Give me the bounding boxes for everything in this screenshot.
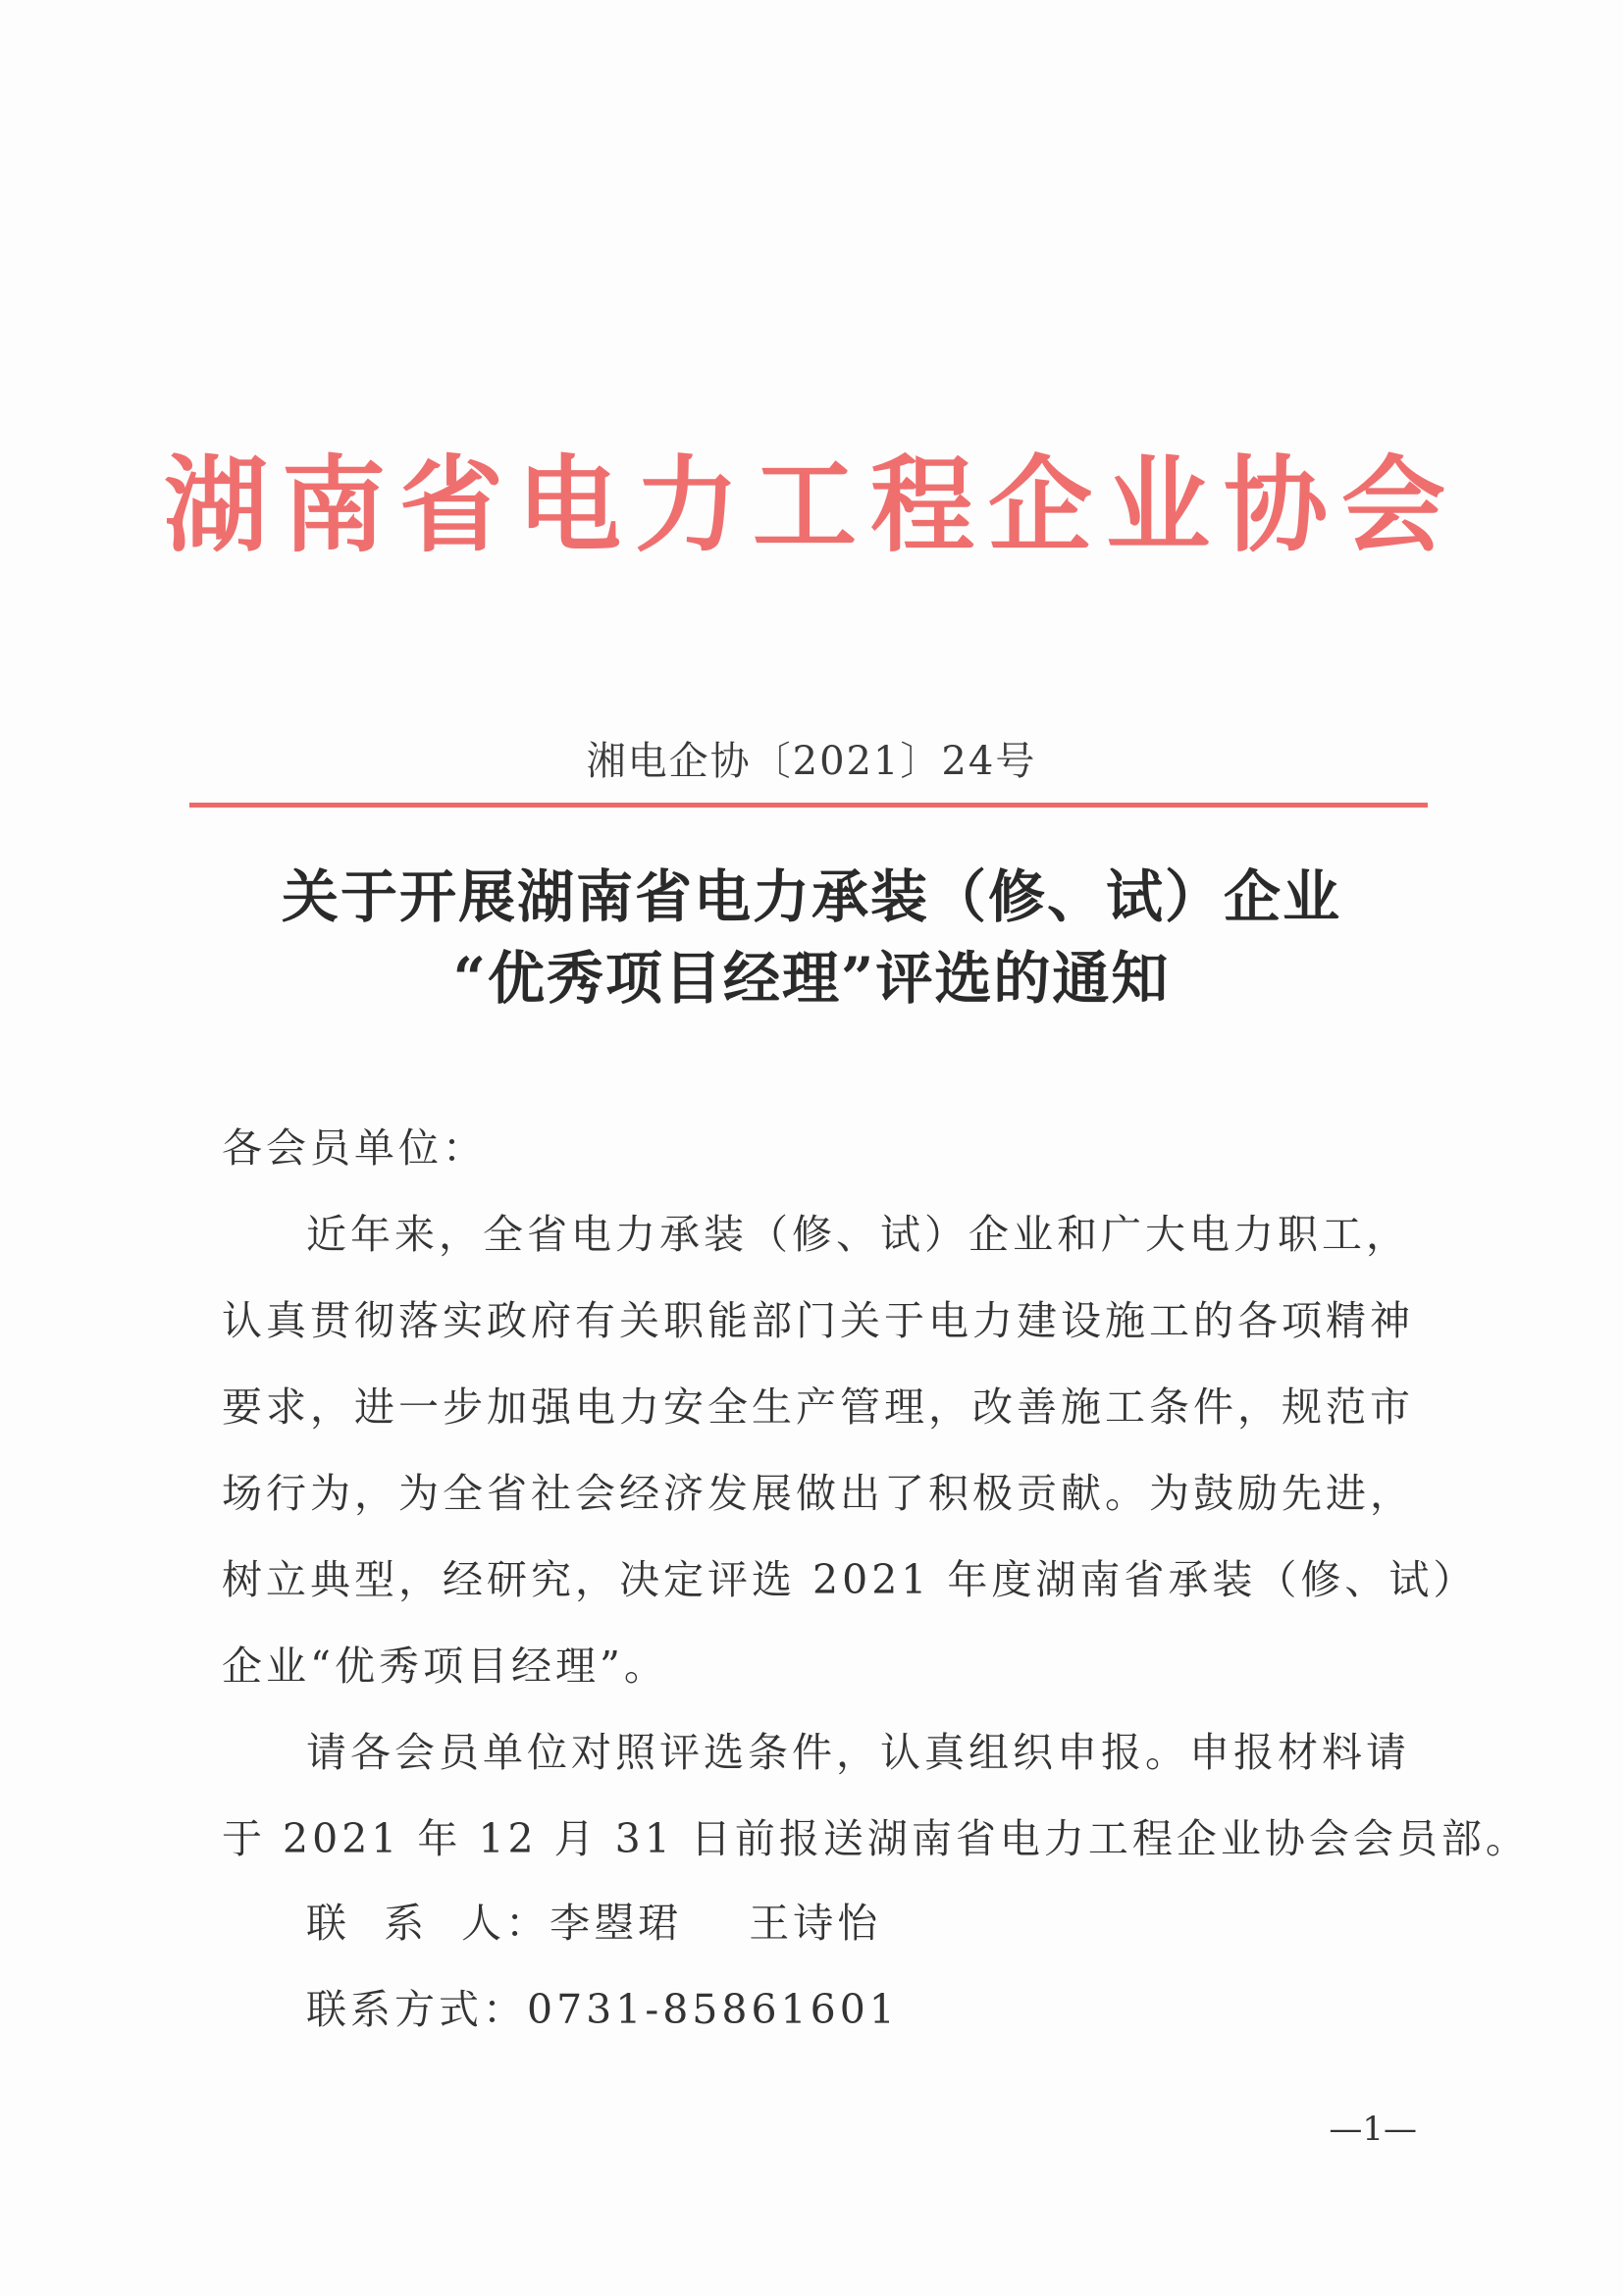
red-divider-line [189,803,1428,808]
salutation: 各会员单位： [222,1124,487,1172]
paragraph-1-line-6: 企业“优秀项目经理”。 [222,1643,668,1690]
contact-phone: 联系方式：0731-85861601 [306,1986,899,2033]
title-line-1: 关于开展湖南省电力承装（修、试）企业 [281,863,1341,930]
paragraph-2-line-1: 请各会员单位对照评选条件，认真组织申报。申报材料请 [306,1729,1410,1776]
organization-header: 湖南省电力工程企业协会 [164,444,1459,566]
paragraph-1-line-4: 场行为，为全省社会经济发展做出了积极贡献。为鼓励先进， [222,1470,1414,1517]
paragraph-1-line-3: 要求，进一步加强电力安全生产管理，改善施工条件，规范市 [222,1383,1414,1431]
document-number: 湘电企协〔2021〕24号 [586,739,1037,784]
paragraph-1-line-5: 树立典型，经研究，决定评选 2021 年度湖南省承装（修、试） [222,1556,1478,1603]
paragraph-1-line-1: 近年来，全省电力承装（修、试）企业和广大电力职工， [306,1211,1410,1258]
paragraph-1-line-2: 认真贯彻落实政府有关职能部门关于电力建设施工的各项精神 [222,1297,1414,1344]
contact-person: 联 系 人：李曌珺 王诗怡 [306,1900,882,1947]
paragraph-2-line-2: 于 2021 年 12 月 31 日前报送湖南省电力工程企业协会会员部。 [222,1815,1530,1862]
title-line-2: “优秀项目经理”评选的通知 [452,945,1171,1012]
page-number: —1— [1329,2110,1417,2149]
